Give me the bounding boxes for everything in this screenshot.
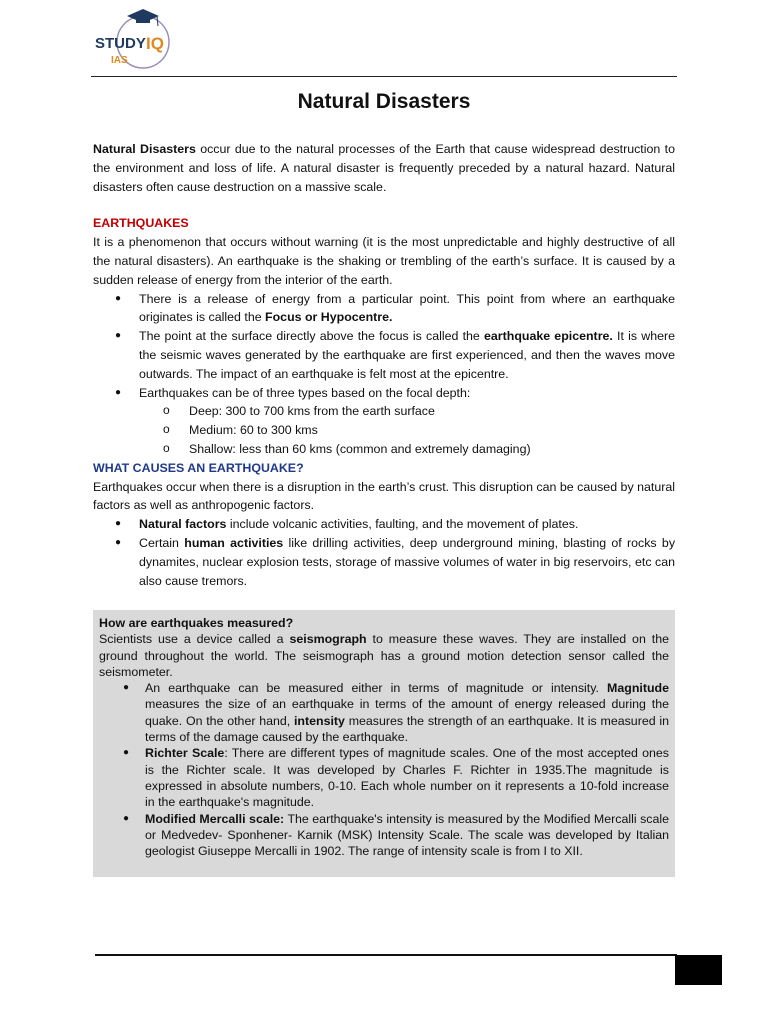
intro-text: occur due to the natural processes of the Earth that cause widespread destruction to the environment and loss of life. A natural disaster is frequently preceded by a natural hazard. Natural disasters often cause destruction on a massive scale. <box>93 142 675 194</box>
bullet-bold: Modified Mercalli scale: <box>145 811 285 826</box>
list-item <box>99 680 669 745</box>
logo-graphic <box>93 6 175 72</box>
list-item: o Medium: 60 to 300 kms <box>93 421 675 440</box>
box-text: Scientists use a device called a <box>99 632 290 647</box>
causes-paragraph: Earthquakes occur when there is a disruption in the earth’s crust. This disruption can be caused by natural factors as well as anthropogenic factors. <box>93 479 675 513</box>
causes-bullets <box>93 515 675 590</box>
header-divider <box>91 76 677 77</box>
bullet-bold: Natural factors <box>139 517 227 532</box>
bullet-text: It is where the seismic waves generated by the earthquake are first experienced, and then the waves move outwards. The impact of an earthquake is felt most at the epicentre. <box>139 329 675 381</box>
earthquakes-paragraph: It is a phenomenon that occurs without warning (it is the most unpredictable and highly destructive of all the natural disasters). An earthquake is the shaking or trembling of the earth’s surface. It is caused by a sudden release of energy from the interior of the earth. <box>93 235 675 287</box>
measurement-box <box>93 610 675 877</box>
depth-types-list <box>93 402 675 458</box>
list-item <box>93 534 675 590</box>
footer-divider <box>95 954 677 956</box>
bullet-text: The earthquake's intensity is measured by the Modified Mercalli scale or Medvedev- Sponhener- Karnik (MSK) Intensity Scale. The scale was developed by Italian geologist Giuseppe Mercalli in 1902. The range of intensity scale is from I to XII. <box>145 811 669 859</box>
causes-heading: WHAT CAUSES AN EARTHQUAKE? <box>93 460 304 475</box>
bullet-text: measures the strength of an earthquake. It is measured in terms of the damage caused by the earthquake. <box>145 713 670 745</box>
document-body <box>93 140 675 590</box>
page-title: Natural Disasters <box>297 90 471 113</box>
list-item <box>99 745 669 810</box>
bullet-text: include volcanic activities, faulting, and the movement of plates. <box>226 517 579 532</box>
bullet-text: There is a release of energy from a particular point. This point from where an earthquake originates is called the <box>139 291 675 325</box>
list-item <box>93 384 675 403</box>
bullet-text: measures the size of an earthquake in terms of the amount of energy released during the quake. On the other hand, <box>145 697 669 728</box>
box-bold: seismograph <box>289 632 367 647</box>
bullet-bold: intensity <box>293 713 345 728</box>
bullet-text: like drilling activities, deep underground mining, blasting of rocks by dynamites, nuclear explosion tests, storage of massive volumes of water in big reservoirs, etc can also cause tremors. <box>139 535 676 588</box>
earthquakes-bullets <box>93 290 675 403</box>
box-bullets <box>99 680 669 859</box>
bullet-text: : There are different types of magnitude scales. One of the most accepted ones is the Richter scale. It was developed by Charles F. Richter in 1935.The magnitude is expressed in absolute numbers, 0-10. Each whole number on it represents a 10-fold increase in the earthquake's magnitude. <box>145 746 670 810</box>
bullet-text: An earthquake can be measured either in terms of magnitude or intensity. <box>145 681 608 696</box>
bullet-text: Earthquakes can be of three types based on the focal depth: <box>139 385 471 400</box>
list-item: o Shallow: less than 60 kms (common and extremely damaging) <box>93 440 675 459</box>
list-item <box>93 327 675 383</box>
bullet-bold: human activities <box>184 535 284 550</box>
list-item <box>93 290 675 328</box>
bullet-bold: earthquake epicentre. <box>484 329 613 344</box>
list-item <box>93 515 675 534</box>
intro-paragraph <box>93 140 675 196</box>
box-text: to measure these waves. They are installed on the ground throughout the world. The seismograph has a ground motion detection sensor called the seismometer. <box>99 632 669 679</box>
list-item <box>99 811 669 860</box>
intro-bold: Natural Disasters <box>93 142 196 156</box>
bullet-bold: Richter Scale <box>145 746 225 761</box>
earthquakes-heading: EARTHQUAKES <box>93 216 189 231</box>
logo-ias-text: IAS <box>111 55 128 66</box>
bullet-bold: Focus or Hypocentre. <box>265 310 393 325</box>
box-heading: How are earthquakes measured? <box>99 616 294 630</box>
logo-study-text: STUDY <box>95 35 146 52</box>
bullet-bold: Magnitude <box>607 681 669 696</box>
logo-iq-text: IQ <box>146 34 164 53</box>
studyiq-logo <box>93 6 175 72</box>
page-number-box <box>675 955 722 985</box>
list-item: o Deep: 300 to 700 kms from the earth surface <box>93 402 675 421</box>
bullet-text: The point at the surface directly above the focus is called the <box>139 329 485 344</box>
box-paragraph <box>99 631 669 680</box>
bullet-text: Certain <box>139 535 185 550</box>
